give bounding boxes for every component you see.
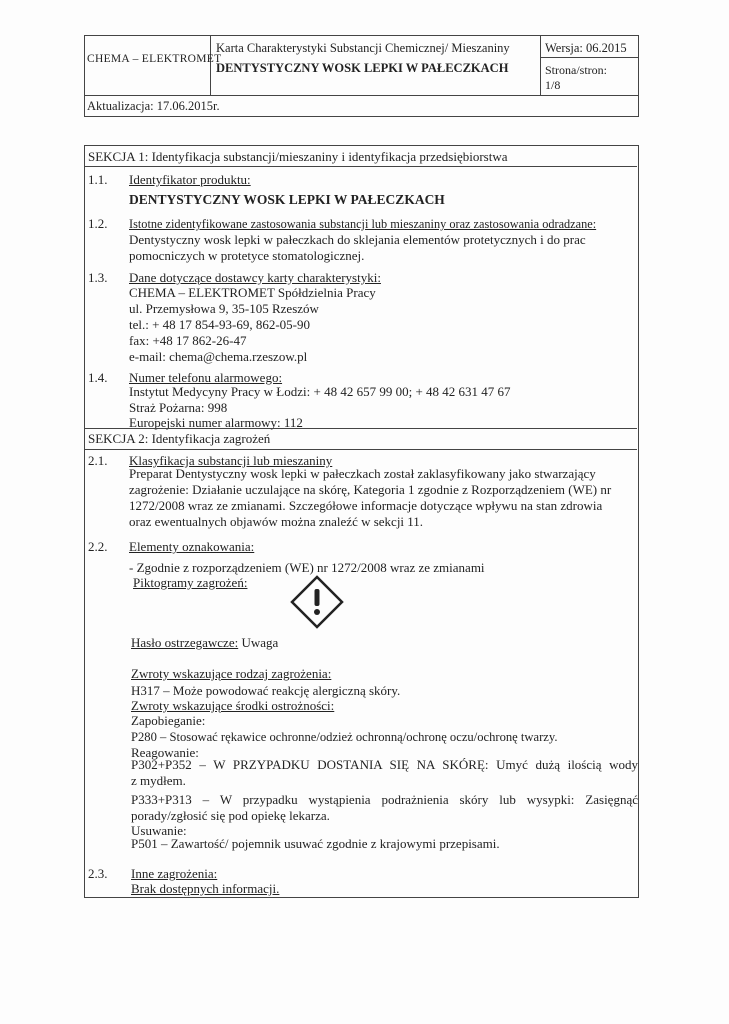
signal-word-label: Hasło ostrzegawcze: xyxy=(131,635,239,650)
s21-number: 2.1. xyxy=(88,453,108,468)
disposal-label: Usuwanie: xyxy=(131,823,187,838)
precautionary-label: Zwroty wskazujące środki ostrożności: xyxy=(131,698,335,713)
page-number: 1/8 xyxy=(545,78,561,92)
s12-line-2: pomocniczych w protetyce stomatologicznej. xyxy=(129,248,365,263)
s12-title: Istotne zidentyfikowane zastosowania substancji lub mieszaniny oraz zastosowania odradzane: xyxy=(129,217,597,231)
s21-line: 1272/2008 wraz ze zmianami. Szczegółowe informacje dotyczące wpływu na stan zdrowia xyxy=(129,498,603,513)
s22-title: Elementy oznakowania: xyxy=(129,539,255,554)
p333-line-1: P333+P313 – W przypadku wystąpienia podrażnienia skóry lub wysypki: Zasięgnąć xyxy=(131,792,638,807)
p280-text: P280 – Stosować rękawice ochronne/odzież ochronną/ochronę oczu/ochronę twarzy. xyxy=(131,730,558,744)
s13-line: CHEMA – ELEKTROMET Spółdzielnia Pracy xyxy=(129,285,376,300)
update-date: Aktualizacja: 17.06.2015r. xyxy=(87,99,220,113)
s23-title: Inne zagrożenia: xyxy=(131,866,218,881)
signal-word-row xyxy=(131,635,278,651)
s14-line: Straż Pożarna: 998 xyxy=(129,400,228,415)
s13-line: tel.: + 48 17 854-93-69, 862-05-90 xyxy=(129,317,311,332)
s12-number: 1.2. xyxy=(88,216,108,231)
section-1-title: SEKCJA 1: Identyfikacja substancji/mieszaniny i identyfikacja przedsiębiorstwa xyxy=(88,149,508,164)
s13-number: 1.3. xyxy=(88,270,108,285)
s13-line: fax: +48 17 862-26-47 xyxy=(129,333,247,348)
document-type: Karta Charakterystyki Substancji Chemicznej/ Mieszaniny xyxy=(216,41,510,55)
company-name: CHEMA – ELEKTROMET xyxy=(87,53,222,65)
pictograms-label: Piktogramy zagrożeń: xyxy=(133,575,248,590)
response-label: Reagowanie: xyxy=(131,745,199,760)
p302-line-2: z mydłem. xyxy=(131,773,186,788)
s14-line: Instytut Medycyny Pracy w Łodzi: + 48 42 657 99 00; + 48 42 631 47 67 xyxy=(129,384,511,399)
s21-title: Klasyfikacja substancji lub mieszaniny xyxy=(129,453,333,468)
page-label: Strona/stron: xyxy=(545,63,607,77)
p501-text: P501 – Zawartość/ pojemnik usuwać zgodnie z krajowymi przepisami. xyxy=(131,836,500,851)
hazard-statement-h317: H317 – Może powodować reakcję alergiczną skóry. xyxy=(131,683,401,698)
s11-number: 1.1. xyxy=(88,172,108,187)
p333-line-2: porady/zgłosić się pod opiekę lekarza. xyxy=(131,808,330,823)
s14-line: Europejski numer alarmowy: 112 xyxy=(129,415,303,430)
p302-line-1: P302+P352 – W PRZYPADKU DOSTANIA SIĘ NA SKÓRĘ: Umyć dużą ilością wody xyxy=(131,757,638,772)
s11-product: DENTYSTYCZNY WOSK LEPKI W PAŁECZKACH xyxy=(129,192,445,207)
s22-number: 2.2. xyxy=(88,539,108,554)
s13-line: e-mail: chema@chema.rzeszow.pl xyxy=(129,349,308,364)
hazard-statements-label: Zwroty wskazujące rodzaj zagrożenia: xyxy=(131,666,332,681)
s13-line: ul. Przemysłowa 9, 35-105 Rzeszów xyxy=(129,301,319,316)
s11-title: Identyfikator produktu: xyxy=(129,172,251,187)
s21-line: zagrożenie: Działanie uczulające na skórę, Kategoria 1 zgodnie z Rozporządzeniem (WE) nr xyxy=(129,482,612,497)
s21-line: oraz ewentualnych objawów można znaleźć w sekcji 11. xyxy=(129,514,424,529)
s12-line-1: Dentystyczny wosk lepki w pałeczkach do sklejania elementów protetycznych i do prac xyxy=(129,232,586,247)
exclamation-mark-icon xyxy=(290,575,344,629)
section-2-title: SEKCJA 2: Identyfikacja zagrożeń xyxy=(88,431,271,446)
s22-regulation: - Zgodnie z rozporządzeniem (WE) nr 1272/2008 wraz ze zmianami xyxy=(129,560,485,575)
s13-title: Dane dotyczące dostawcy karty charakterystyki: xyxy=(129,270,381,285)
product-name-header: DENTYSTYCZNY WOSK LEPKI W PAŁECZKACH xyxy=(216,61,509,75)
s23-text: Brak dostępnych informacji. xyxy=(131,881,280,896)
s21-line: Preparat Dentystyczny wosk lepki w pałeczkach został zaklasyfikowany jako stwarzający xyxy=(129,466,596,481)
prevention-label: Zapobieganie: xyxy=(131,713,206,728)
signal-word: Uwaga xyxy=(238,635,279,650)
s14-title: Numer telefonu alarmowego: xyxy=(129,370,283,385)
version-label: Wersja: 06.2015 xyxy=(545,41,627,55)
s23-number: 2.3. xyxy=(88,866,108,881)
s14-number: 1.4. xyxy=(88,370,108,385)
